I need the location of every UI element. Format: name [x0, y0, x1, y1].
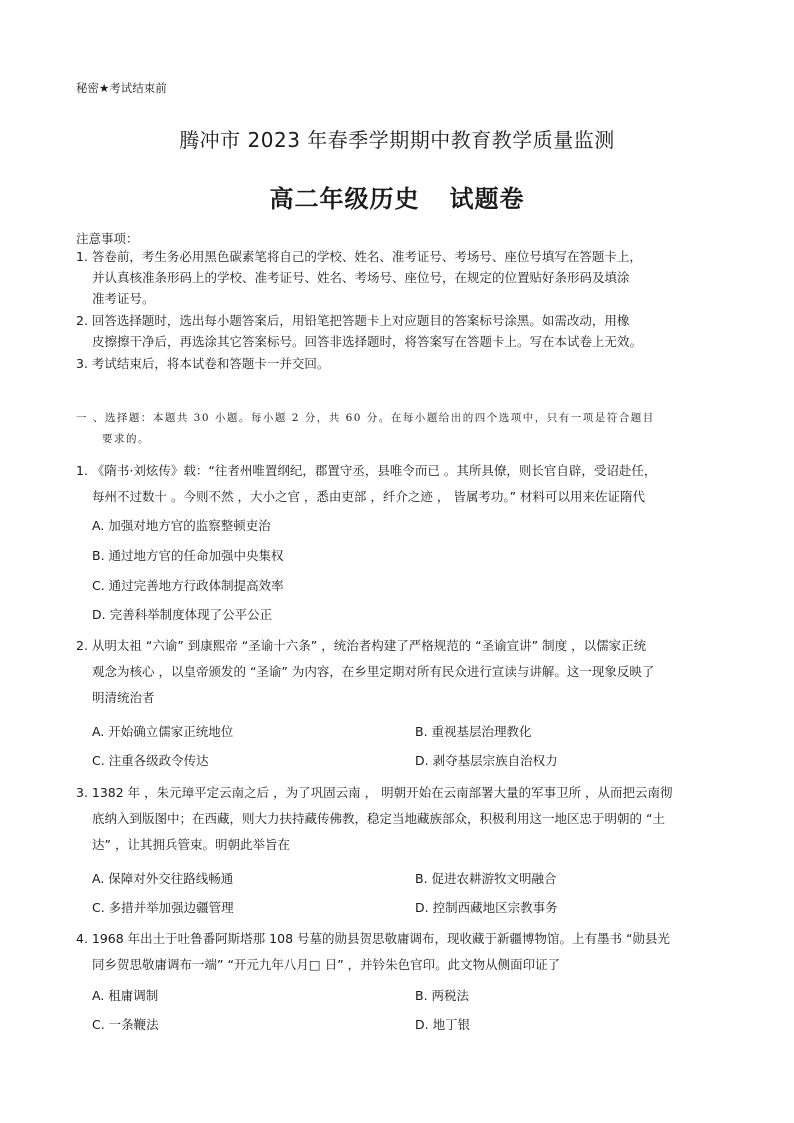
question-4-stem	[76, 926, 670, 978]
confidential-label: 秘密★考试结束前	[76, 81, 167, 95]
question-2-option-c: C. 注重各级政令传达	[92, 753, 209, 768]
question-2-option-b: B. 重视基层治理教化	[415, 724, 532, 739]
question-3-option-c: C. 多措并举加强边疆管理	[92, 900, 234, 915]
question-4-option-d: D. 地丁银	[415, 1017, 471, 1032]
question-1-option-d: D. 完善科举制度体现了公平公正	[92, 607, 273, 622]
note-line: 皮擦擦干净后，再选涂其它答案标号。回答非选择题时，将答案写在答题卡上。写在本试卷上无效。	[92, 334, 643, 349]
note-item	[76, 353, 329, 374]
exam-title: 腾冲市 2023 年春季学期期中教育教学质量监测	[179, 128, 615, 152]
note-line: 2. 回答选择题时，选出每小题答案后，用铅笔把答题卡上对应题目的答案标号涂黑。如需改动，用橡	[76, 313, 630, 328]
stem-line: 同乡贺思敬庸调布一端” “开元九年八月□ 日” ，并钤朱色官印。此文物从侧面印证了	[92, 957, 561, 972]
question-2-option-d: D. 剥夺基层宗族自治权力	[415, 753, 558, 768]
note-line: 1. 答卷前，考生务必用黑色碳素笔将自己的学校、姓名、准考证号、考场号、座位号填写在答题卡上，	[76, 249, 642, 264]
note-line: 3. 考试结束后，将本试卷和答题卡一并交回。	[76, 356, 330, 371]
note-item	[76, 246, 642, 309]
section-line: 要求的。	[102, 433, 150, 445]
question-1-option-c: C. 通过完善地方行政体制提高效率	[92, 578, 284, 593]
stem-line: 1. 《隋书·刘炫传》载：“往者州唯置纲纪，郡置守丞，县唯令而已 。其所具僚，则长官自辟，受诏赴任，	[76, 463, 657, 478]
stem-line: 底纳入到版图中；在西藏，则大力扶持藏传佛教，稳定当地藏族部众，积极利用这一地区忠于明朝的 “土	[92, 811, 665, 826]
question-2-stem	[76, 633, 654, 711]
stem-line: 达” ，让其拥兵管束。明朝此举旨在	[92, 837, 290, 852]
question-4-option-b: B. 两税法	[415, 988, 470, 1003]
stem-line: 观念为核心 ，以皇帝颁发的 “圣谕” 为内容，在乡里定期对所有民众进行宣读与讲解。这一现象反映了	[92, 664, 655, 679]
question-4-option-a: A. 租庸调制	[92, 988, 159, 1003]
question-4-option-c: C. 一条鞭法	[92, 1017, 159, 1032]
question-1-stem	[76, 458, 656, 510]
note-item	[76, 310, 642, 352]
exam-subtitle	[0, 179, 794, 214]
section-heading	[76, 408, 655, 450]
section-line: 一 、选择题：本题共 30 小题。每小题 2 分，共 60 分。在每小题给出的四个选项中，只有一项是符合题目	[76, 412, 655, 424]
question-1-option-a: A. 加强对地方官的监察整顿吏治	[92, 518, 271, 533]
stem-line: 4. 1968 年出土于吐鲁番阿斯塔那 108 号墓的勋县贺思敬庸调布，现收藏于新疆博物馆。上有墨书 “勋县光	[76, 931, 670, 946]
subtitle-grade-subject: 高二年级历史	[269, 185, 420, 213]
stem-line: 每州不过数十 。今则不然 ，大小之官 ，悉由吏部 ，纤介之迹 ， 皆属考功。” 材料可以用来佐证隋代	[92, 489, 646, 504]
notes-heading: 注意事项：	[76, 231, 139, 246]
stem-line: 3. 1382 年 ，朱元璋平定云南之后 ，为了巩固云南 ， 明朝开始在云南部署大量的军事卫所 ，从而把云南彻	[76, 785, 673, 800]
question-3-option-d: D. 控制西藏地区宗教事务	[415, 900, 558, 915]
note-line: 并认真核准条形码上的学校、准考证号、姓名、考场号、座位号，在规定的位置贴好条形码及填涂	[92, 270, 630, 285]
subtitle-paper: 试题卷	[449, 185, 525, 213]
stem-line: 明清统治者	[92, 690, 155, 705]
question-2-option-a: A. 开始确立儒家正统地位	[92, 724, 234, 739]
question-3-stem	[76, 780, 673, 858]
question-1-option-b: B. 通过地方官的任命加强中央集权	[92, 548, 284, 563]
question-3-option-a: A. 保障对外交往路线畅通	[92, 871, 234, 886]
note-line: 准考证号。	[92, 291, 155, 306]
question-3-option-b: B. 促进农耕游牧文明融合	[415, 871, 557, 886]
stem-line: 2. 从明太祖 “六谕” 到康熙帝 “圣谕十六条” ，统治者构建了严格规范的 “圣谕宣讲” 制度 ，以儒家正统	[76, 638, 647, 653]
